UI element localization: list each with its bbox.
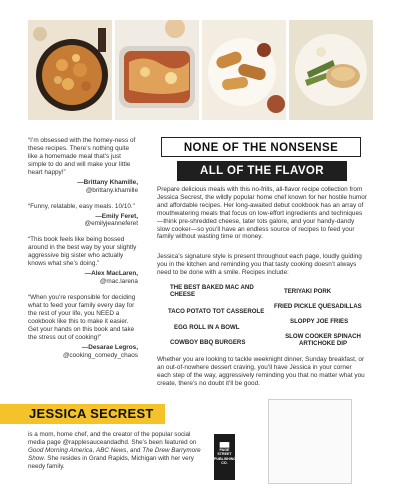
publisher-subtitle: PUBLISHING CO. — [214, 456, 237, 465]
publisher-logo-mark: ▆▆ — [219, 442, 230, 448]
testimonial-handle: @emilyjeanneferet — [84, 220, 138, 228]
testimonial-text: “I’m obsessed with the homey-ness of these recipes. There’s nothing quite like a homemade meal that’s just simple to do and will make your little heart happy!” — [28, 137, 136, 177]
bio-text: , — [92, 446, 97, 454]
testimonial-text: “When you’re responsible for deciding what to feed your family every day for the rest of your life, you NEED a cookbook like this to make it easier. Get your hands on this book and take the stress out of cooking!” — [28, 293, 136, 341]
author-bio — [28, 431, 204, 471]
recipe-item: COWBOY BBQ BURGERS — [170, 339, 246, 346]
bio-text: is a mom, home chef, and the creator of the popular social media page @rapplesauceandadhd. She’s been featured on — [28, 431, 197, 446]
testimonial-handle: @brittany.khamille — [85, 187, 138, 195]
bio-text: , and — [126, 446, 143, 454]
testimonial-author: —Emily Feret, — [95, 212, 138, 220]
testimonial-handle: @cooking_comedy_chaos — [62, 351, 138, 359]
testimonial-author: —Alex MacLaren, — [84, 270, 138, 278]
recipe-item: FRIED PICKLE QUESADILLAS — [274, 303, 362, 310]
testimonial — [28, 236, 138, 286]
testimonial — [28, 294, 138, 360]
headline-banner: NONE OF THE NONSENSE — [161, 137, 361, 157]
description-paragraph: Prepare delicious meals with this no-frills, all-flavor recipe collection from Jessica Secrest, the wildly popular home chef known for her hostile humor and affordable recipes. Her long-awaited debut cookbook has an array of mouthwatering meals that focus on low-effort ingredients and techniques—think pre-shredded cheese, tater tots galore, and your handy-dandy slow cooker—so you’ll have an endless source of recipes to feed your family without wasting time or money. — [157, 186, 367, 241]
recipe-item: SLOPPY JOE FRIES — [290, 318, 349, 325]
testimonial — [28, 137, 138, 195]
author-photo — [268, 399, 352, 484]
author-name: JESSICA SECREST — [29, 406, 154, 421]
recipe-item: EGG ROLL IN A BOWL — [174, 324, 240, 331]
testimonial-author: —Desarae Legros, — [81, 344, 138, 352]
testimonial-text: “This book feels like being bossed around in the best way by your slightly aggressive big sister who actually knows what she’s doing.” — [28, 235, 137, 268]
testimonial-handle: @mac.larena — [99, 277, 138, 285]
publisher-name: PAGE STREET — [217, 448, 232, 457]
publisher-logo — [214, 434, 235, 480]
bio-show-title: Good Morning America — [28, 446, 93, 454]
recipe-item: THE BEST BAKED MAC AND CHEESE — [170, 284, 254, 298]
egg-rolls-photo — [202, 20, 286, 120]
recipe-item: TERIYAKI PORK — [284, 288, 332, 295]
description-paragraph: Jessica’s signature style is present throughout each page, loudly guiding you in the kitchen and reminding you that tasty cooking doesn’t always need to be done with a smile. Recipes include: — [157, 253, 362, 276]
recipe-list — [170, 284, 370, 362]
chicken-green-beans-photo — [289, 20, 373, 120]
bio-text: . She resides in Grand Rapids, Michigan with her very needy family. — [28, 454, 194, 470]
tater-tot-skillet-photo — [28, 20, 112, 120]
bio-show-title: The Drew Barrymore Show — [28, 446, 201, 462]
recipe-item: SLOW COOKER SPINACH ARTICHOKE DIP — [285, 333, 361, 347]
subheadline-banner: ALL OF THE FLAVOR — [177, 161, 347, 181]
testimonial-text: “Funny, relatable, easy meals. 10/10.” — [28, 202, 135, 210]
closing-paragraph: Whether you are looking to tackle weeknight dinner, Sunday breakfast, or an out-of-nowhere dessert craving, you’ll have Jessica in your corner each step of the way, aggressively reminding you that no matter what you create, there’s no doubt it’ll be good. — [157, 356, 365, 387]
casserole-dish-photo — [115, 20, 199, 120]
recipe-item: TACO POTATO TOT CASSEROLE — [168, 308, 265, 315]
bio-show-title: ABC News — [96, 446, 127, 454]
testimonial-author: —Brittany Khamille, — [77, 179, 138, 187]
testimonials — [28, 137, 138, 367]
testimonial — [28, 203, 138, 228]
